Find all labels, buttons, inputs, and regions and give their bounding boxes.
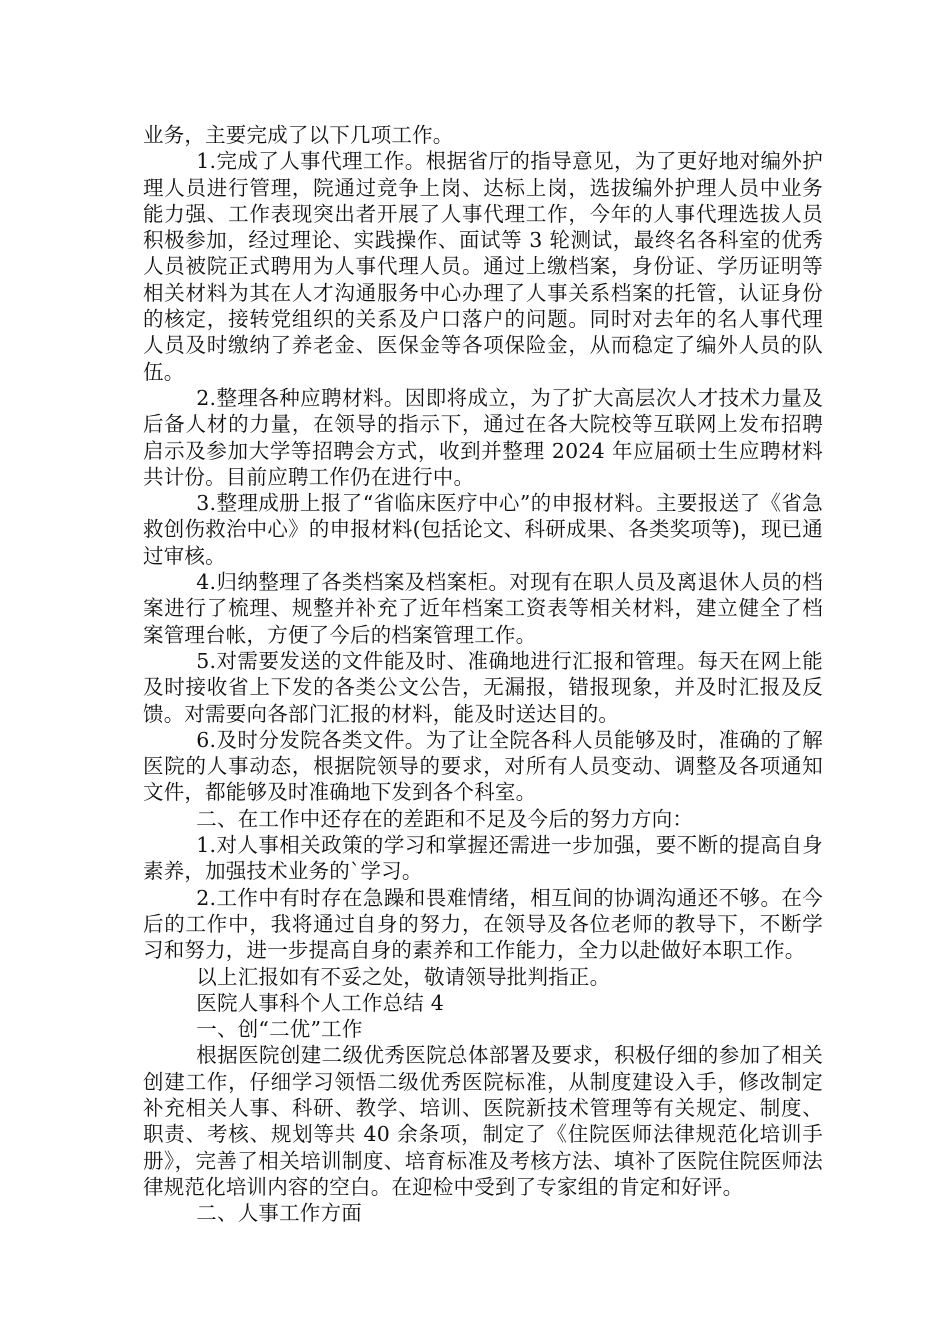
document-body bbox=[143, 122, 823, 1226]
paragraph-item-4: 4.归纳整理了各类档案及档案柜。对现有在职人员及离退休人员的档案进行了梳理、规整并补充了近年档案工资表等相关材料，建立健全了档案管理台帐，方便了今后的档案管理工作。 bbox=[143, 570, 823, 647]
section-heading-shortcomings: 二、在工作中还存在的差距和不足及今后的努力方向： bbox=[196, 806, 694, 831]
section-heading-erxyou: 一、创“二优”工作 bbox=[196, 1017, 363, 1042]
paragraph-erxyou-body: 根据医院创建二级优秀医院总体部署及要求，积极仔细的参加了相关创建工作，仔细学习领悟二级优秀医院标准，从制度建设入手，修改制定补充相关人事、科研、教学、培训、医院新技术管理等有关规定、制度、职责、考核、规划等共 40 余条项，制定了《住院医师法律规范化培训手册》，完善了相关培训制度、培育标准及考核方法、填补了医院住院医师法律规范化培训内容的空白。在迎检中受到了专家组的肯定和好评。 bbox=[143, 1043, 823, 1199]
paragraph-continuation: 业务，主要完成了以下几项工作。 bbox=[143, 123, 454, 147]
paragraph-item-1: 1.完成了人事代理工作。根据省厅的指导意见，为了更好地对编外护理人员进行管理，院通过竞争上岗、达标上岗，选拔编外护理人员中业务能力强、工作表现突出者开展了人事代理工作，今年的人事代理选拔人员积极参加，经过理论、实践操作、面试等 3 轮测试，最终名各科室的优秀人员被院正式聘用为人事代理人员。通过上缴档案，身份证、学历证明等相关材料为其在人才沟通服务中心办理了人事关系档案的托管，认证身份的核定，接转党组织的关系及户口落户的问题。同时对去年的名人事代理人员及时缴纳了养老金、医保金等各项保险金，从而稳定了编外人员的队伍。 bbox=[143, 149, 823, 384]
paragraph-closing: 以上汇报如有不妥之处，敬请领导批判指正。 bbox=[196, 964, 611, 989]
paragraph-item-2: 2.整理各种应聘材料。因即将成立，为了扩大高层次人才技术力量及后备人材的力量，在领导的指示下，通过在各大院校等互联网上发布招聘启示及参加大学等招聘会方式，收到并整理 2024 年应届硕士生应聘材料共计份。目前应聘工作仍在进行中。 bbox=[143, 385, 823, 489]
document-section-title: 医院人事科个人工作总结 4 bbox=[196, 990, 444, 1015]
paragraph-shortcoming-2: 2.工作中有时存在急躁和畏难情绪，相互间的协调沟通还不够。在今后的工作中，我将通过自身的努力，在领导及各位老师的教导下，不断学习和努力，进一步提高自身的素养和工作能力，全力以赴做好本职工作。 bbox=[143, 885, 823, 963]
section-heading-personnel: 二、人事工作方面 bbox=[196, 1201, 362, 1226]
paragraph-item-6: 6.及时分发院各类文件。为了让全院各科人员能够及时，准确的了解医院的人事动态，根据院领导的要求，对所有人员变动、调整及各项通知文件，都能够及时准确地下发到各个科室。 bbox=[143, 727, 823, 805]
paragraph-item-3: 3.整理成册上报了“省临床医疗中心”的申报材料。主要报送了《省急救创伤救治中心》的申报材料(包括论文、科研成果、各类奖项等)，现已通过审核。 bbox=[143, 491, 823, 568]
paragraph-shortcoming-1: 1.对人事相关政策的学习和掌握还需进一步加强，要不断的提高自身素养，加强技术业务的`学习。 bbox=[143, 833, 823, 884]
paragraph-item-5: 5.对需要发送的文件能及时、准确地进行汇报和管理。每天在网上能及时接收省上下发的各类公文公告，无漏报，错报现象，并及时汇报及反馈。对需要向各部门汇报的材料，能及时送达目的。 bbox=[143, 648, 823, 726]
